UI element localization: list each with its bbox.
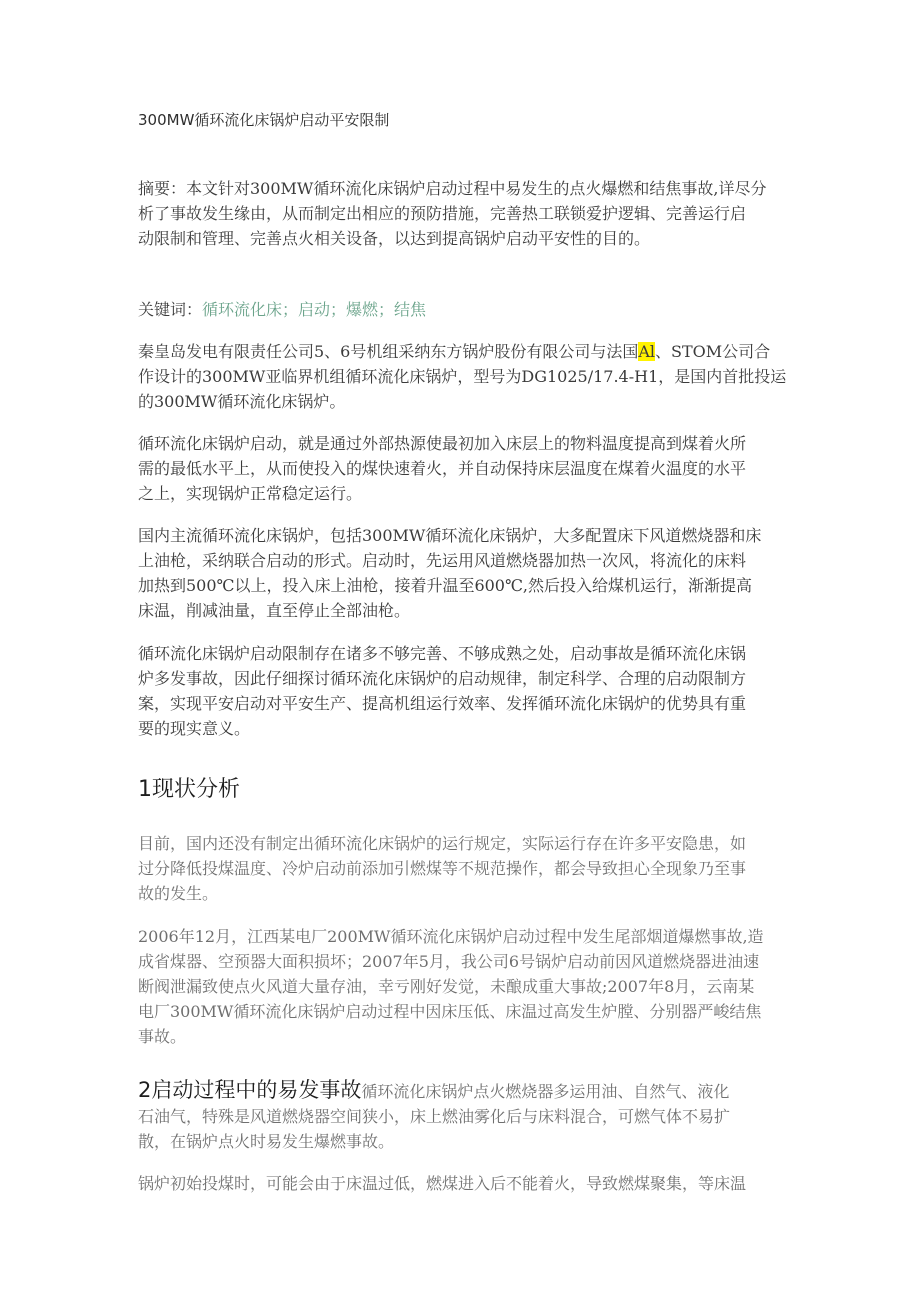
document-title: 300MW循环流化床锅炉启动平安限制 — [138, 111, 390, 129]
startup-definition-paragraph — [138, 431, 786, 506]
keywords-label: 关键词： — [138, 300, 203, 319]
p5-line-1: 目前，国内还没有制定出循环流化床锅炉的运行规定，实际运行存在许多平安隐患，如 — [138, 834, 747, 853]
intro-paragraph — [138, 339, 786, 414]
current-status-paragraph — [138, 831, 786, 906]
intro-line-1 — [138, 339, 786, 364]
p6-line-3: 断阀泄漏致使点火风道大量存油，幸亏刚好发觉，未酿成重大事故;2007年8月，云南某 — [138, 977, 755, 996]
section-2-line-3: 散，在锅炉点火时易发生爆燃事故。 — [138, 1132, 395, 1151]
p7-line-1: 锅炉初始投煤时，可能会由于床温过低，燃煤进入后不能着火，导致燃煤聚集，等床温 — [138, 1174, 747, 1193]
p6-line-2: 成省煤器、空预器大面积损坏；2007年5月，我公司6号锅炉启动前因风道燃烧器进油速 — [138, 952, 760, 971]
p6-line-4: 电厂300MW循环流化床锅炉启动过程中因床压低、床温过高发生炉膛、分别器严峻结焦 — [138, 1002, 762, 1021]
abstract-line-3: 动限制和管理、完善点火相关设备，以达到提高锅炉启动平安性的目的。 — [138, 229, 651, 248]
section-2-line-1-rest: 循环流化床锅炉点火燃烧器多运用油、自然气、液化 — [361, 1082, 730, 1101]
p4-line-3: 案，实现平安启动对平安生产、提高机组运行效率、发挥循环流化床锅炉的优势具有重 — [138, 694, 747, 713]
section-2-first-line — [138, 1078, 786, 1104]
p5-line-2: 过分降低投煤温度、冷炉启动前添加引燃煤等不规范操作，都会导致担心全现象乃至事 — [138, 859, 747, 878]
p3-line-4: 床温，削减油量，直至停止全部油枪。 — [138, 601, 411, 620]
p2-line-2: 需的最低水平上，从而使投入的煤快速着火，并自动保持床层温度在煤着火温度的水平 — [138, 459, 747, 478]
p4-line-1: 循环流化床锅炉启动限制存在诸多不够完善、不够成熟之处，启动事故是循环流化床锅 — [138, 644, 747, 663]
p3-line-3: 加热到500℃以上，投入床上油枪，接着升温至600℃,然后投入给煤机运行，渐渐提高 — [138, 576, 752, 595]
mainstream-boiler-paragraph — [138, 523, 786, 623]
section-heading-2: 2启动过程中的易发事故 — [138, 1078, 362, 1102]
section-2-paragraph — [138, 1078, 786, 1154]
p2-line-3: 之上，实现锅炉正常稳定运行。 — [138, 484, 363, 503]
intro-line-2: 作设计的300MW亚临界机组循环流化床锅炉，型号为DG1025/17.4-H1，是国内首批投运 — [138, 367, 787, 386]
p3-line-1: 国内主流循环流化床锅炉，包括300MW循环流化床锅炉，大多配置床下风道燃烧器和床 — [138, 526, 762, 545]
keywords-terms: 循环流化床；启动；爆燃；结焦 — [202, 300, 427, 319]
intro-line-3: 的300MW循环流化床锅炉。 — [138, 392, 346, 411]
abstract-line-1: 摘要：本文针对300MW循环流化床锅炉启动过程中易发生的点火爆燃和结焦事故,详尽分 — [138, 179, 767, 198]
p5-line-3: 故的发生。 — [138, 884, 219, 903]
initial-coal-paragraph — [138, 1171, 786, 1196]
p4-line-4: 要的现实意义。 — [138, 719, 251, 738]
p6-line-5: 事故。 — [138, 1027, 187, 1046]
p2-line-1: 循环流化床锅炉启动，就是通过外部热源使最初加入床层上的物料温度提高到煤着火所 — [138, 434, 747, 453]
abstract-paragraph — [138, 176, 786, 251]
intro-line-1-b: 、STOM公司合 — [655, 342, 771, 361]
abstract-line-2: 析了事故发生缘由，从而制定出相应的预防措施，完善热工联锁爱护逻辑、完善运行启 — [138, 204, 747, 223]
section-heading-1: 1现状分析 — [138, 777, 240, 802]
keywords-line — [138, 297, 426, 320]
p3-line-2: 上油枪，采纳联合启动的形式。启动时，先运用风道燃烧器加热一次风，将流化的床料 — [138, 551, 747, 570]
p4-line-2: 炉多发事故，因此仔细探讨循环流化床锅炉的启动规律，制定科学、合理的启动限制方 — [138, 669, 747, 688]
section-2-line-2: 石油气，特殊是风道燃烧器空间狭小，床上燃油雾化后与床料混合，可燃气体不易扩 — [138, 1107, 731, 1126]
highlighted-text: Al — [638, 342, 656, 361]
intro-line-1-a: 秦皇岛发电有限责任公司5、6号机组采纳东方锅炉股份有限公司与法国 — [138, 342, 639, 361]
significance-paragraph — [138, 641, 786, 741]
p6-line-1: 2006年12月，江西某电厂200MW循环流化床锅炉启动过程中发生尾部烟道爆燃事故,造 — [138, 927, 764, 946]
incidents-paragraph — [138, 924, 786, 1049]
